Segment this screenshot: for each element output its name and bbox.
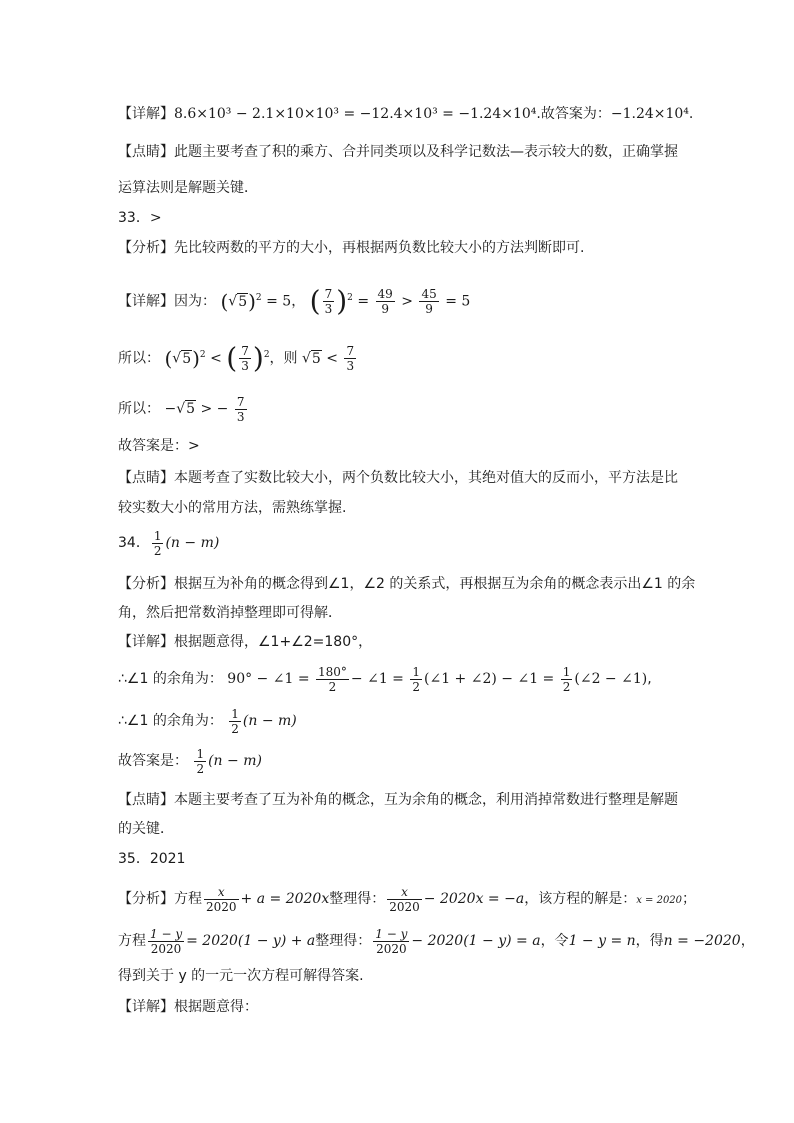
complement-c: (∠1 + ∠2) − ∠1 = [424, 671, 555, 687]
question-answer: (n − m) [165, 535, 220, 551]
detail-33: 【详解】因为： $(√5)^2 = 5$， ( $\frac{7}{3}$ )$^2$ = $\frac{49}{9}$ > $\frac{45}{9}$ = 5 [118, 284, 471, 318]
solution: x = 2020 [636, 895, 683, 906]
paren-open: ( [309, 284, 321, 318]
minus: − [164, 401, 177, 417]
text-part: 整理得： [315, 933, 372, 949]
paren-open: ( [220, 289, 229, 314]
eq-part: 1 − y = n [568, 933, 636, 949]
detail-end: . [688, 106, 694, 122]
detail-label: 【详解】 [118, 106, 174, 122]
analysis-35b [118, 924, 755, 958]
fraction-1-2: $\frac{1}{2}$ [562, 664, 571, 694]
text-part: ，该方程的解是： [524, 891, 637, 907]
fraction-49-9: $\frac{49}{9}$ [377, 287, 393, 317]
text-part: ， [740, 933, 755, 949]
question-35-header: 35．2021 [118, 851, 186, 867]
fraction-1-2: $\frac{1}{2}$ [412, 664, 420, 694]
comment-34b: 的关键． [118, 821, 174, 837]
question-number: 33． [118, 210, 150, 226]
paren-open: ( [164, 346, 173, 371]
eq-part: n = −2020 [663, 933, 741, 949]
text-part: ，得 [635, 933, 664, 949]
then-text: ，则 [269, 350, 298, 367]
text-part: ，令 [540, 933, 569, 949]
greater-minus: > − [200, 401, 229, 417]
fraction-1-2: $\frac{1}{2}$ [231, 706, 239, 736]
analysis-34b: 角，然后把常数消掉整理即可得解． [118, 605, 342, 621]
fraction-x-2020: $\frac{x}{2020}$ [206, 884, 237, 914]
paren-open: ( [226, 341, 238, 375]
fraction-180-2: $\frac{180^\circ}{2}$ [318, 664, 347, 694]
detail-line-32 [118, 104, 693, 124]
sqrt-5: √5 [228, 293, 248, 310]
fraction-7-3: $\frac{7}{3}$ [236, 394, 245, 424]
comment-33a: 【点睛】本题考查了实数比较大小，两个负数比较大小，其绝对值大的反而小，平方法是比 [118, 470, 678, 486]
analysis-label: 【分析】方程 [118, 891, 202, 907]
text-part: 方程 [118, 933, 146, 949]
n-minus-m: (n − m) [208, 753, 262, 769]
complement-line-1 [118, 662, 652, 696]
sqrt-5: √5 [176, 401, 196, 417]
complement-end: , [647, 671, 652, 687]
analysis-35a [118, 882, 696, 918]
fraction-1-2: $\frac{1}{2}$ [153, 528, 162, 558]
fraction-7-3: $\frac{7}{3}$ [324, 287, 333, 317]
fraction-7-3: $\frac{7}{3}$ [241, 344, 249, 374]
so-line-1: 所以： $(√5)^2$ < ( $\frac{7}{3}$ )$^2$，则 √5 < $\frac{7}{3}$ [118, 341, 355, 375]
fraction-45-9: $\frac{45}{9}$ [421, 287, 437, 317]
question-33-header [118, 208, 162, 228]
complement-label: ∴∠1 的余角为： [118, 671, 223, 687]
analysis-33: 【分析】先比较两数的平方的大小，再根据两负数比较大小的方法判断即可. [118, 240, 585, 256]
fraction-1y-2020: $\frac{1 - y}{2020}$ [375, 926, 408, 956]
less-than: < [326, 350, 339, 367]
greater-than: > [401, 293, 414, 310]
sqrt-5: √5 [302, 350, 321, 367]
question-34-header [118, 526, 219, 560]
less-than: < [210, 350, 222, 367]
paren-close: ) [252, 341, 264, 375]
detail-34: 【详解】根据题意得，∠1+∠2=180°， [118, 634, 373, 650]
so-label: 所以： [118, 401, 160, 417]
comment-34a: 【点睛】本题主要考查了互为补角的概念，互为余角的概念，利用消掉常数进行整理是解题 [118, 792, 678, 808]
answer-label: 故答案是： [118, 753, 188, 769]
detail-tail: .故答案为： [536, 106, 611, 122]
eq-part: = 2020(1 − y) + a [186, 933, 316, 949]
complement-label: ∴∠1 的余角为： [118, 713, 223, 729]
equals: = [357, 293, 370, 310]
complement-line-2 [118, 704, 297, 738]
eq-part: + a = 2020x [240, 891, 330, 907]
paren-close: ) [248, 289, 256, 314]
comment-33b: 较实数大小的常用方法，需熟练掌握. [118, 500, 347, 516]
comment-line-32a: 【点睛】此题主要考查了积的乘方、合并同类项以及科学记数法—表示较大的数，正确掌握 [118, 144, 678, 160]
fraction-7-3: $\frac{7}{3}$ [346, 344, 355, 374]
sqrt-5: √5 [172, 350, 192, 367]
detail-label: 【详解】 [118, 293, 174, 310]
complement-b: − ∠1 = [350, 671, 404, 687]
detail-math: 8.6×10³ − 2.1×10×10³ = −12.4×10³ = −1.24×10⁴ [174, 106, 537, 122]
fraction-1-2: $\frac{1}{2}$ [196, 746, 205, 776]
complement-a: 90° − ∠1 = [227, 671, 310, 687]
complement-d: (∠2 − ∠1) [574, 671, 648, 687]
detail-answer: −1.24×10⁴ [610, 106, 689, 122]
so-label: 所以： [118, 350, 160, 367]
paren-close: ) [336, 284, 348, 318]
n-minus-m: (n − m) [242, 713, 297, 729]
fraction-x-2020: $\frac{x}{2020}$ [389, 884, 420, 914]
comma: ， [291, 293, 306, 310]
semicolon: ； [682, 891, 697, 907]
detail-35: 【详解】根据题意得： [118, 999, 258, 1015]
eq-rhs: = 5 [266, 293, 292, 310]
paren-close: ) [192, 346, 200, 371]
answer-34 [118, 744, 262, 778]
eq-rhs-2: = 5 [445, 293, 471, 310]
text-part: 整理得： [329, 891, 386, 907]
detail-text: 因为： [174, 293, 216, 310]
answer-33: 故答案是：> [118, 438, 200, 454]
comment-line-32b: 运算法则是解题关键． [118, 180, 258, 196]
analysis-35c: 得到关于 y 的一元一次方程可解得答案. [118, 968, 364, 984]
fraction-1y-2020: $\frac{1 - y}{2020}$ [150, 926, 183, 956]
eq-part: − 2020(1 − y) = a [411, 933, 541, 949]
eq-part: − 2020x = −a [423, 891, 525, 907]
question-number: 34． [118, 535, 150, 551]
question-answer: > [149, 210, 162, 226]
analysis-34a: 【分析】根据互为补角的概念得到∠1，∠2 的关系式，再根据互为余角的概念表示出∠1 的余 [118, 576, 696, 592]
so-line-2 [118, 392, 249, 426]
